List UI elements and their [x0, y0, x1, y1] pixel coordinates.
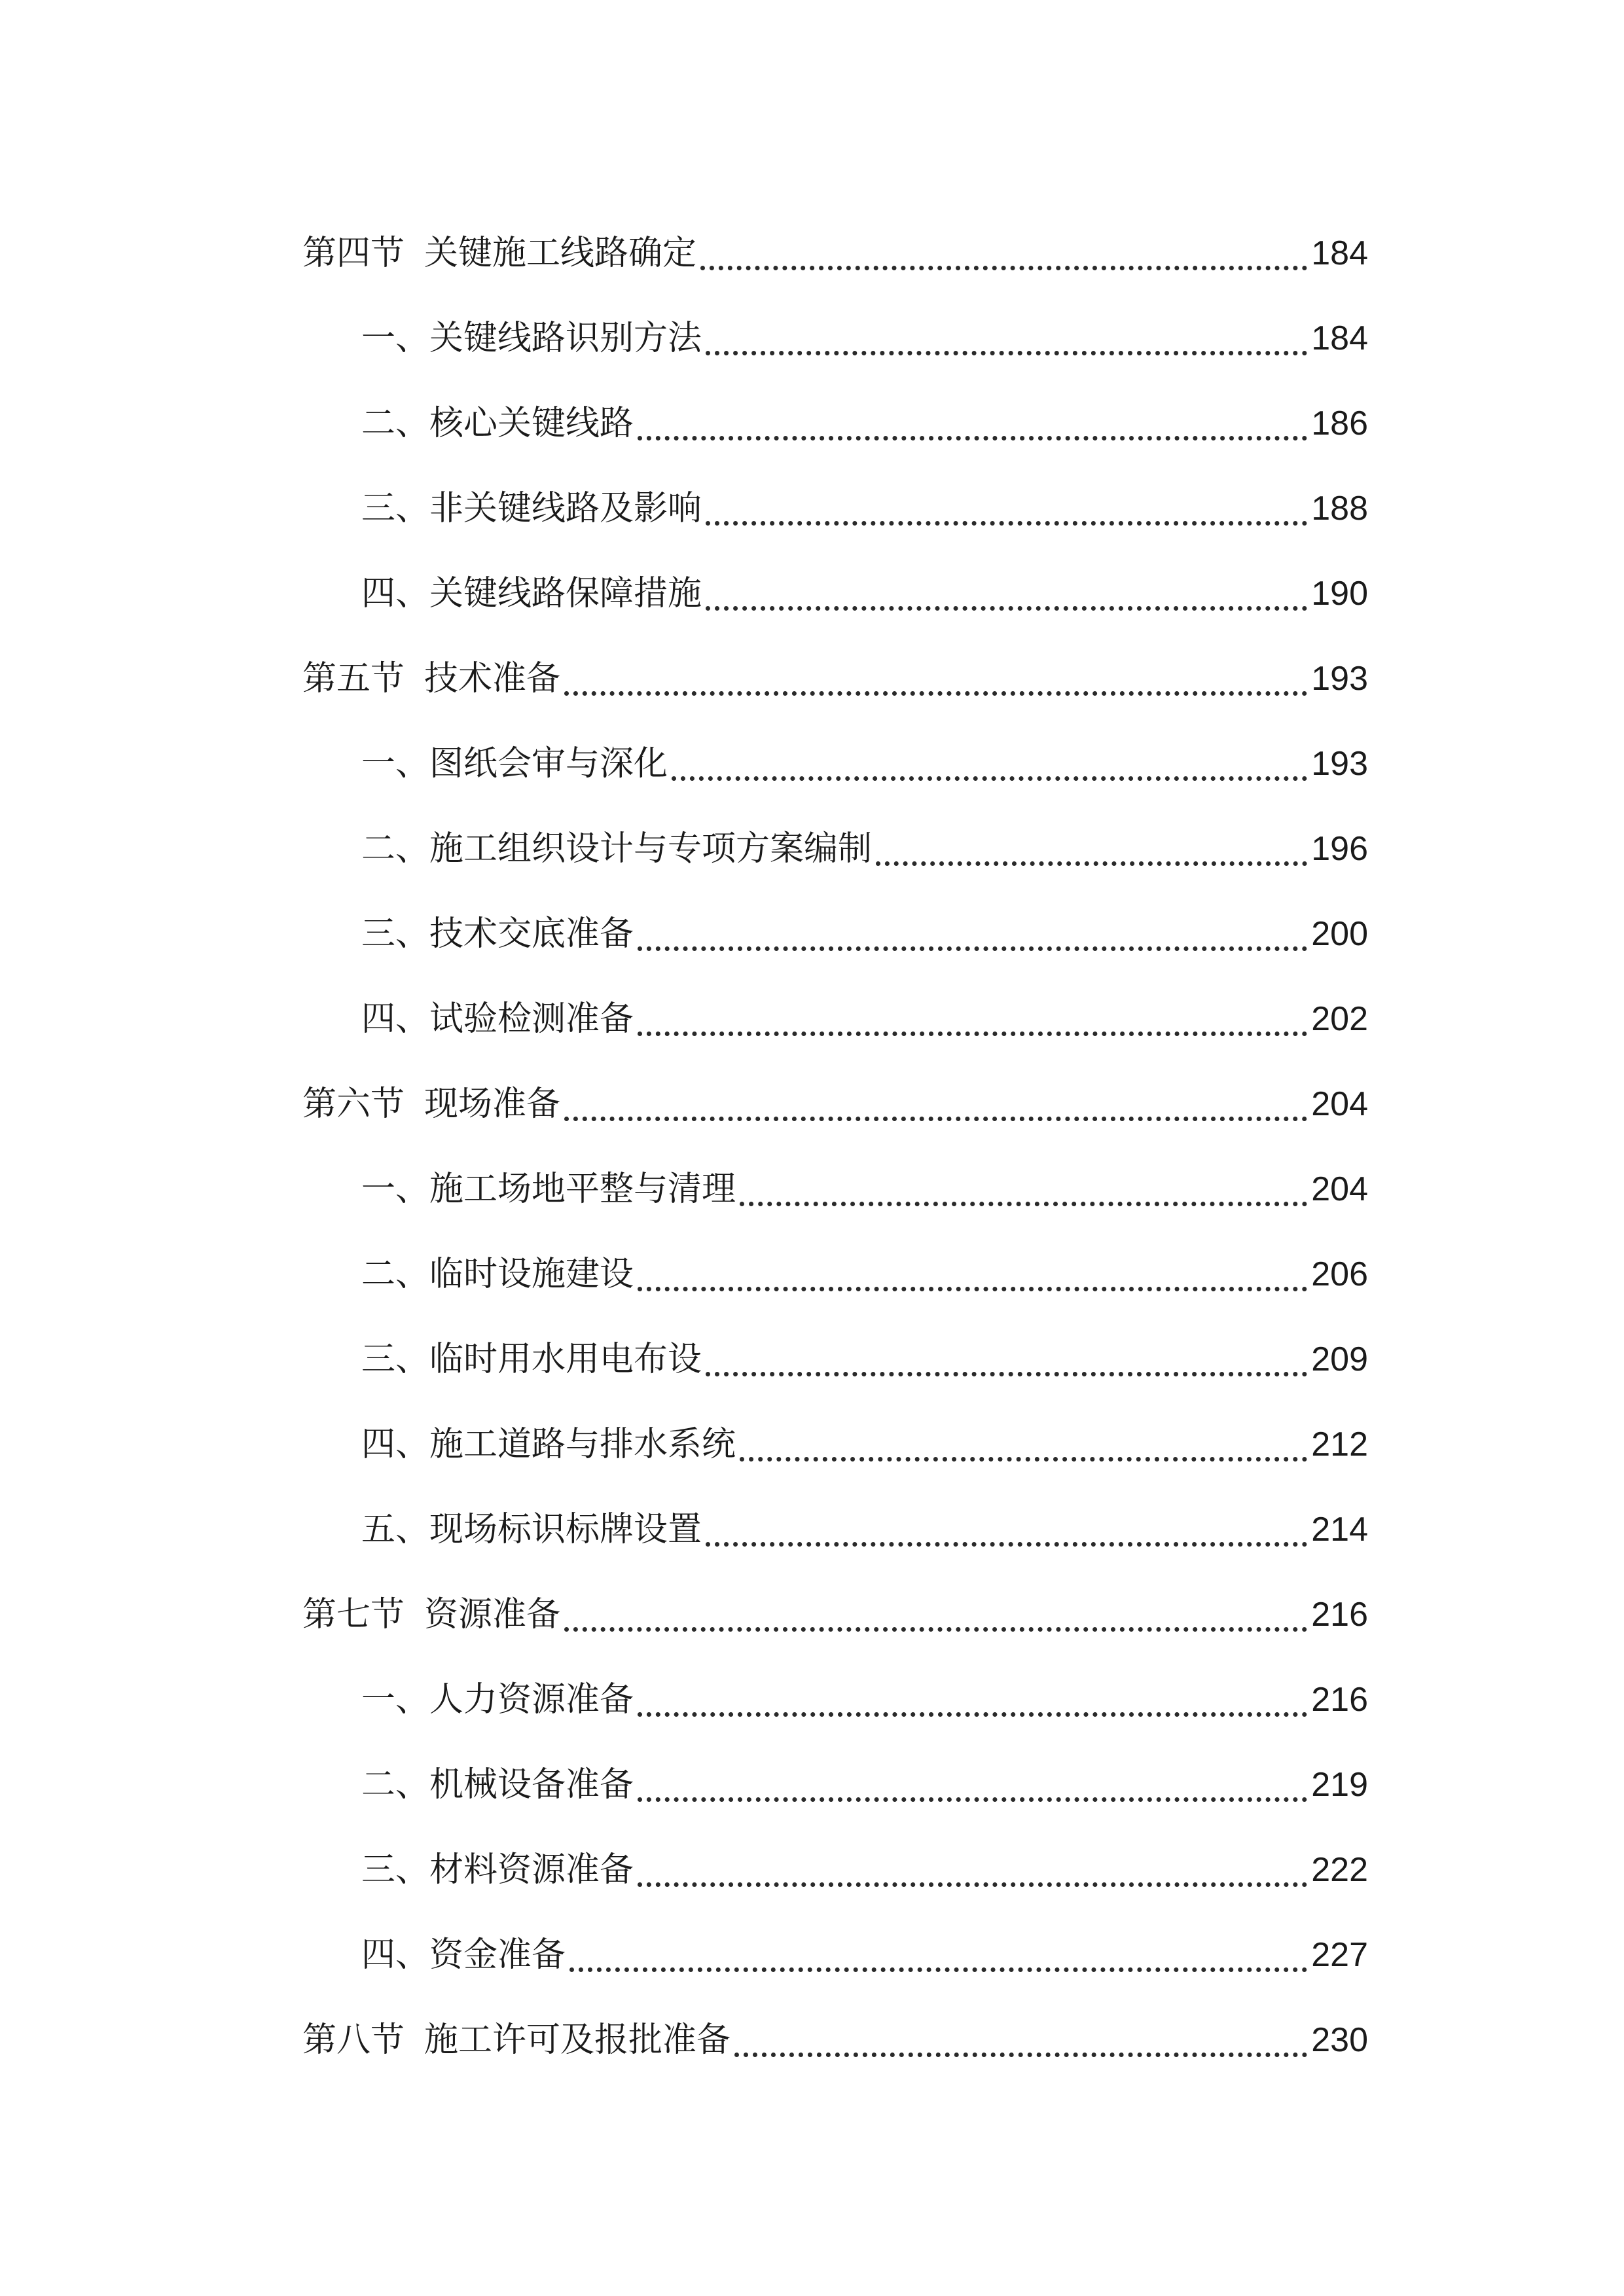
- toc-entry-title: 现场准备: [424, 1085, 561, 1124]
- toc-entry-number: 第四节: [302, 234, 405, 273]
- toc-entry-title: 试验检测准备: [429, 999, 634, 1039]
- toc-page-number: 196: [1311, 830, 1368, 868]
- toc-page-number: 188: [1311, 490, 1368, 528]
- toc-entry-number: 二、: [361, 1255, 430, 1294]
- toc-page-number: 184: [1311, 234, 1368, 272]
- toc-section-entry[interactable]: [302, 1998, 1368, 2083]
- toc-entry-title: 关键线路保障措施: [429, 574, 702, 613]
- toc-section-entry[interactable]: [302, 1062, 1368, 1147]
- toc-entry-number: 四、: [361, 999, 430, 1039]
- toc-entry-number: 四、: [361, 1425, 430, 1464]
- toc-entry-title: 非关键线路及影响: [429, 489, 702, 528]
- toc-entry-title: 施工场地平整与清理: [429, 1170, 736, 1209]
- toc-entry-number: 二、: [361, 829, 430, 869]
- dot-leader: [638, 435, 1307, 440]
- toc-subsection-entry[interactable]: [302, 1147, 1368, 1232]
- dot-leader: [638, 1286, 1307, 1291]
- toc-entry-number: 三、: [361, 1340, 430, 1379]
- toc-page-number: 230: [1311, 2021, 1368, 2059]
- toc-subsection-entry[interactable]: [302, 806, 1368, 891]
- toc-entry-title: 图纸会审与深化: [429, 744, 668, 783]
- toc-entry-title: 人力资源准备: [429, 1680, 634, 1719]
- toc-page-number: 202: [1311, 1000, 1368, 1038]
- toc-page-number: 214: [1311, 1511, 1368, 1549]
- toc-entry-number: 一、: [361, 1680, 430, 1719]
- toc-page-number: 204: [1311, 1170, 1368, 1208]
- toc-entry-number: 第五节: [302, 659, 405, 698]
- dot-leader: [569, 1967, 1307, 1972]
- dot-leader: [706, 520, 1307, 526]
- toc-page-number: 227: [1311, 1936, 1368, 1974]
- dot-leader: [638, 1797, 1307, 1802]
- toc-subsection-entry[interactable]: [302, 466, 1368, 551]
- toc-page-number: 209: [1311, 1340, 1368, 1378]
- toc-entry-number: 三、: [361, 914, 430, 954]
- toc-entry-number: 一、: [361, 1170, 430, 1209]
- dot-leader: [734, 2052, 1307, 2057]
- toc-entry-title: 核心关键线路: [429, 404, 634, 443]
- toc-entry-number: 三、: [361, 489, 430, 528]
- dot-leader: [706, 1371, 1307, 1376]
- toc-subsection-entry[interactable]: [302, 1317, 1368, 1402]
- toc-page-number: 186: [1311, 404, 1368, 442]
- toc-entry-number: 四、: [361, 1935, 430, 1975]
- toc-page-number: 200: [1311, 915, 1368, 953]
- toc-page-number: 193: [1311, 660, 1368, 698]
- toc-entry-number: 第六节: [302, 1085, 405, 1124]
- toc-entry-number: 一、: [361, 319, 430, 358]
- toc-entry-title: 资源准备: [424, 1595, 561, 1634]
- toc-subsection-entry[interactable]: [302, 721, 1368, 806]
- toc-entry-number: 二、: [361, 404, 430, 443]
- toc-section-entry[interactable]: [302, 1572, 1368, 1657]
- toc-section-entry[interactable]: [302, 211, 1368, 296]
- dot-leader: [564, 691, 1307, 696]
- toc-entry-title: 临时用水用电布设: [429, 1340, 702, 1379]
- toc-page-number: 190: [1311, 575, 1368, 613]
- dot-leader: [706, 350, 1307, 355]
- toc-entry-title: 关键施工线路确定: [424, 234, 697, 273]
- toc-entry-title: 技术交底准备: [429, 914, 634, 954]
- toc-subsection-entry[interactable]: [302, 1402, 1368, 1487]
- toc-page-number: 216: [1311, 1596, 1368, 1634]
- toc-entry-title: 关键线路识别方法: [429, 319, 702, 358]
- toc-entry-number: 一、: [361, 744, 430, 783]
- toc-page-number: 184: [1311, 319, 1368, 357]
- dot-leader: [672, 776, 1307, 781]
- toc-subsection-entry[interactable]: [302, 296, 1368, 381]
- dot-leader: [564, 1116, 1307, 1121]
- toc-page-number: 206: [1311, 1255, 1368, 1293]
- toc-entry-title: 材料资源准备: [429, 1850, 634, 1890]
- dot-leader: [638, 1712, 1307, 1717]
- toc-entry-number: 第七节: [302, 1595, 405, 1634]
- toc-entry-number: 二、: [361, 1765, 430, 1804]
- toc-subsection-entry[interactable]: [302, 891, 1368, 977]
- dot-leader: [740, 1456, 1307, 1462]
- toc-page-number: 212: [1311, 1426, 1368, 1463]
- toc-subsection-entry[interactable]: [302, 1657, 1368, 1742]
- toc-entry-number: 三、: [361, 1850, 430, 1890]
- toc-entry-title: 施工许可及报批准备: [424, 2020, 731, 2060]
- toc-page-number: 193: [1311, 745, 1368, 783]
- dot-leader: [638, 946, 1307, 951]
- toc-entry-title: 现场标识标牌设置: [429, 1510, 702, 1549]
- toc-subsection-entry[interactable]: [302, 551, 1368, 636]
- toc-entry-title: 临时设施建设: [429, 1255, 634, 1294]
- toc-page-number: 216: [1311, 1681, 1368, 1719]
- toc-subsection-entry[interactable]: [302, 1742, 1368, 1827]
- dot-leader: [700, 265, 1307, 270]
- dot-leader: [740, 1201, 1307, 1206]
- toc-subsection-entry[interactable]: [302, 381, 1368, 466]
- toc-entry-title: 施工道路与排水系统: [429, 1425, 736, 1464]
- dot-leader: [706, 605, 1307, 611]
- toc-subsection-entry[interactable]: [302, 977, 1368, 1062]
- toc-entry-number: 五、: [361, 1510, 430, 1549]
- toc-entry-title: 机械设备准备: [429, 1765, 634, 1804]
- table-of-contents: [302, 211, 1368, 2083]
- toc-section-entry[interactable]: [302, 636, 1368, 721]
- toc-entry-title: 资金准备: [429, 1935, 566, 1975]
- toc-subsection-entry[interactable]: [302, 1487, 1368, 1572]
- toc-entry-number: 第八节: [302, 2020, 405, 2060]
- toc-page-number: 219: [1311, 1766, 1368, 1804]
- dot-leader: [876, 861, 1307, 866]
- toc-page-number: 204: [1311, 1085, 1368, 1123]
- dot-leader: [564, 1626, 1307, 1632]
- toc-page-number: 222: [1311, 1851, 1368, 1889]
- toc-subsection-entry[interactable]: [302, 1232, 1368, 1317]
- toc-entry-number: 四、: [361, 574, 430, 613]
- dot-leader: [638, 1882, 1307, 1887]
- toc-subsection-entry[interactable]: [302, 1827, 1368, 1912]
- toc-subsection-entry[interactable]: [302, 1912, 1368, 1998]
- toc-entry-title: 技术准备: [424, 659, 561, 698]
- dot-leader: [706, 1541, 1307, 1547]
- toc-entry-title: 施工组织设计与专项方案编制: [429, 829, 873, 869]
- dot-leader: [638, 1031, 1307, 1036]
